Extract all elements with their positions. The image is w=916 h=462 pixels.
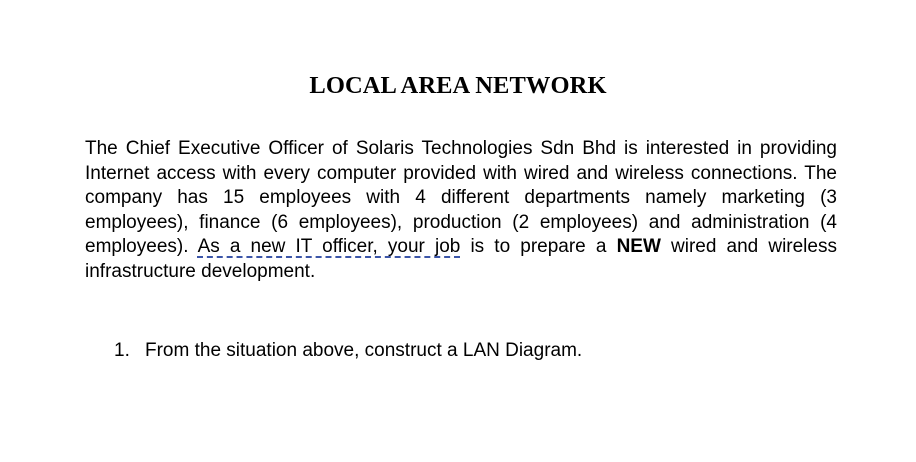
document-title: LOCAL AREA NETWORK [309, 72, 607, 99]
grammar-flagged-phrase[interactable]: As a new IT officer, your job [197, 236, 461, 258]
scenario-paragraph [85, 137, 837, 285]
paragraph-text-3: wired and wireless infrastructure development. [85, 236, 837, 282]
question-text: From the situation above, construct a LAN Diagram. [145, 340, 583, 361]
question-list-item [114, 339, 582, 363]
paragraph-text-1: The Chief Executive Officer of Solaris Technologies Sdn Bhd is interested in providing Internet access with every computer provided with wired and wireless connections. The company has 15 employees with 4 different departments namely marketing (3 employees), finance (6 employees), production (2 employees) and administration (4 employees). [85, 138, 837, 258]
paragraph-bold-word: NEW [616, 236, 661, 258]
paragraph-text-2: is to prepare a [460, 236, 617, 258]
question-number: 1. [114, 340, 130, 361]
